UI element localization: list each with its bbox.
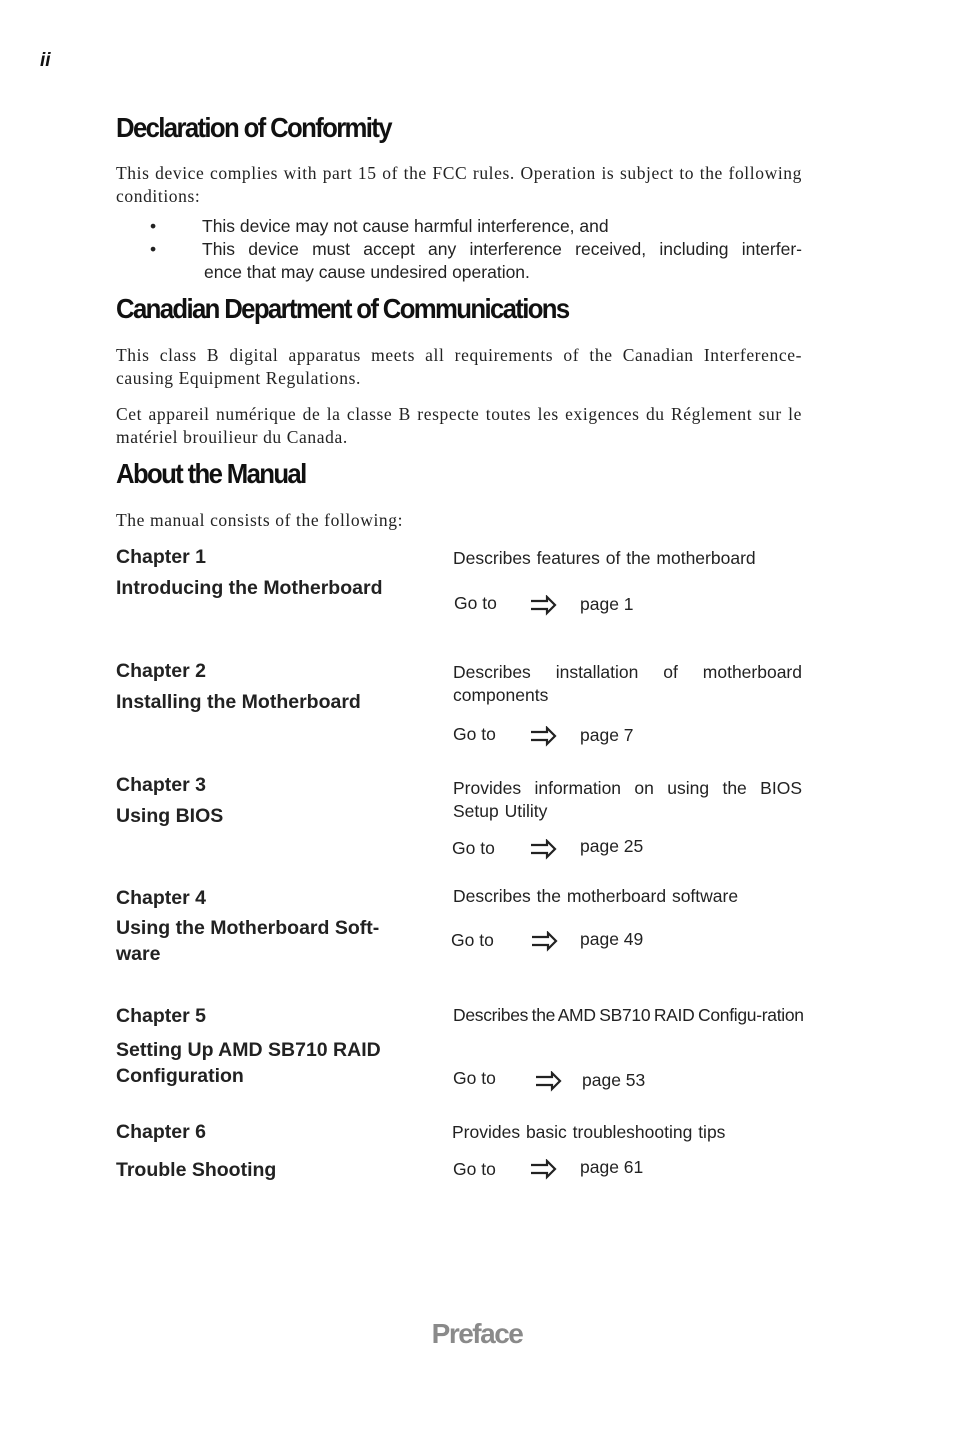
section-footer-title: Preface <box>431 1318 523 1349</box>
manual-heading: About the Manual <box>116 458 306 489</box>
conformity-conditions-list <box>116 215 802 284</box>
list-item <box>116 215 802 238</box>
chapter-description: Describes the motherboard software <box>453 886 739 906</box>
bullet-icon: • <box>150 216 157 236</box>
manual-intro: The manual consists of the following: <box>116 510 404 530</box>
chapter-label: Chapter 2 <box>116 660 206 682</box>
chapter-page-link[interactable]: page 7 <box>580 725 634 745</box>
chapter-description: Describes installation of motherboard components <box>453 662 802 705</box>
right-arrow-icon <box>529 726 557 748</box>
list-item-text: This device may not cause harmful interference, and <box>202 216 609 236</box>
conformity-intro: This device complies with part 15 of the FCC rules. Operation is subject to the following conditions: <box>116 163 802 206</box>
chapter-label: Chapter 3 <box>116 774 206 796</box>
chapter-page-link[interactable]: page 53 <box>582 1070 646 1090</box>
chapter-description: Provides basic troubleshooting tips <box>452 1122 726 1142</box>
chapter-label: Chapter 4 <box>116 887 206 909</box>
chapter-page-link[interactable]: page 1 <box>580 594 634 614</box>
right-arrow-icon <box>529 839 557 861</box>
goto-label: Go to <box>452 838 495 858</box>
canadian-paragraph-en: This class B digital apparatus meets all requirements of the Canadian Interference-causing Equipment Regulations. <box>116 345 802 388</box>
chapter-title: Introducing the Motherboard <box>116 577 383 599</box>
chapter-label: Chapter 5 <box>116 1005 206 1027</box>
right-arrow-icon <box>529 595 557 617</box>
goto-label: Go to <box>453 724 496 744</box>
right-arrow-icon <box>534 1071 562 1093</box>
right-arrow-icon <box>529 1159 557 1181</box>
chapter-label: Chapter 1 <box>116 546 206 568</box>
chapter-description: Describes the AMD SB710 RAID Configu-ration <box>453 1005 804 1025</box>
chapter-description: Provides information on using the BIOS Setup Utility <box>453 778 802 821</box>
goto-label: Go to <box>451 930 494 950</box>
chapter-title: Installing the Motherboard <box>116 691 361 713</box>
list-item-text-continued: ence that may cause undesired operation. <box>204 262 530 282</box>
chapter-title: Using the Motherboard Soft-ware <box>116 917 380 965</box>
list-item <box>116 238 802 284</box>
page-number: ii <box>40 50 51 71</box>
right-arrow-icon <box>530 931 558 953</box>
canadian-paragraph-fr: Cet appareil numérique de la classe B respecte toutes les exigences du Réglement sur le matériel brouilieur du Canada. <box>116 404 802 447</box>
chapter-page-link[interactable]: page 61 <box>580 1157 644 1177</box>
canadian-heading: Canadian Department of Communications <box>116 293 569 324</box>
chapter-description: Describes features of the motherboard <box>453 548 756 568</box>
goto-label: Go to <box>453 1159 496 1179</box>
bullet-icon: • <box>150 239 157 259</box>
chapter-title: Using BIOS <box>116 805 224 827</box>
chapter-label: Chapter 6 <box>116 1121 206 1143</box>
goto-label: Go to <box>453 1068 496 1088</box>
chapter-title: Trouble Shooting <box>116 1159 277 1181</box>
chapter-page-link[interactable]: page 25 <box>580 836 644 856</box>
conformity-heading: Declaration of Conformity <box>116 112 391 143</box>
chapter-page-link[interactable]: page 49 <box>580 929 644 949</box>
list-item-text: This device must accept any interference received, including interfer- <box>202 239 802 259</box>
goto-label: Go to <box>454 593 497 613</box>
chapter-title: Setting Up AMD SB710 RAID Configuration <box>116 1039 381 1087</box>
